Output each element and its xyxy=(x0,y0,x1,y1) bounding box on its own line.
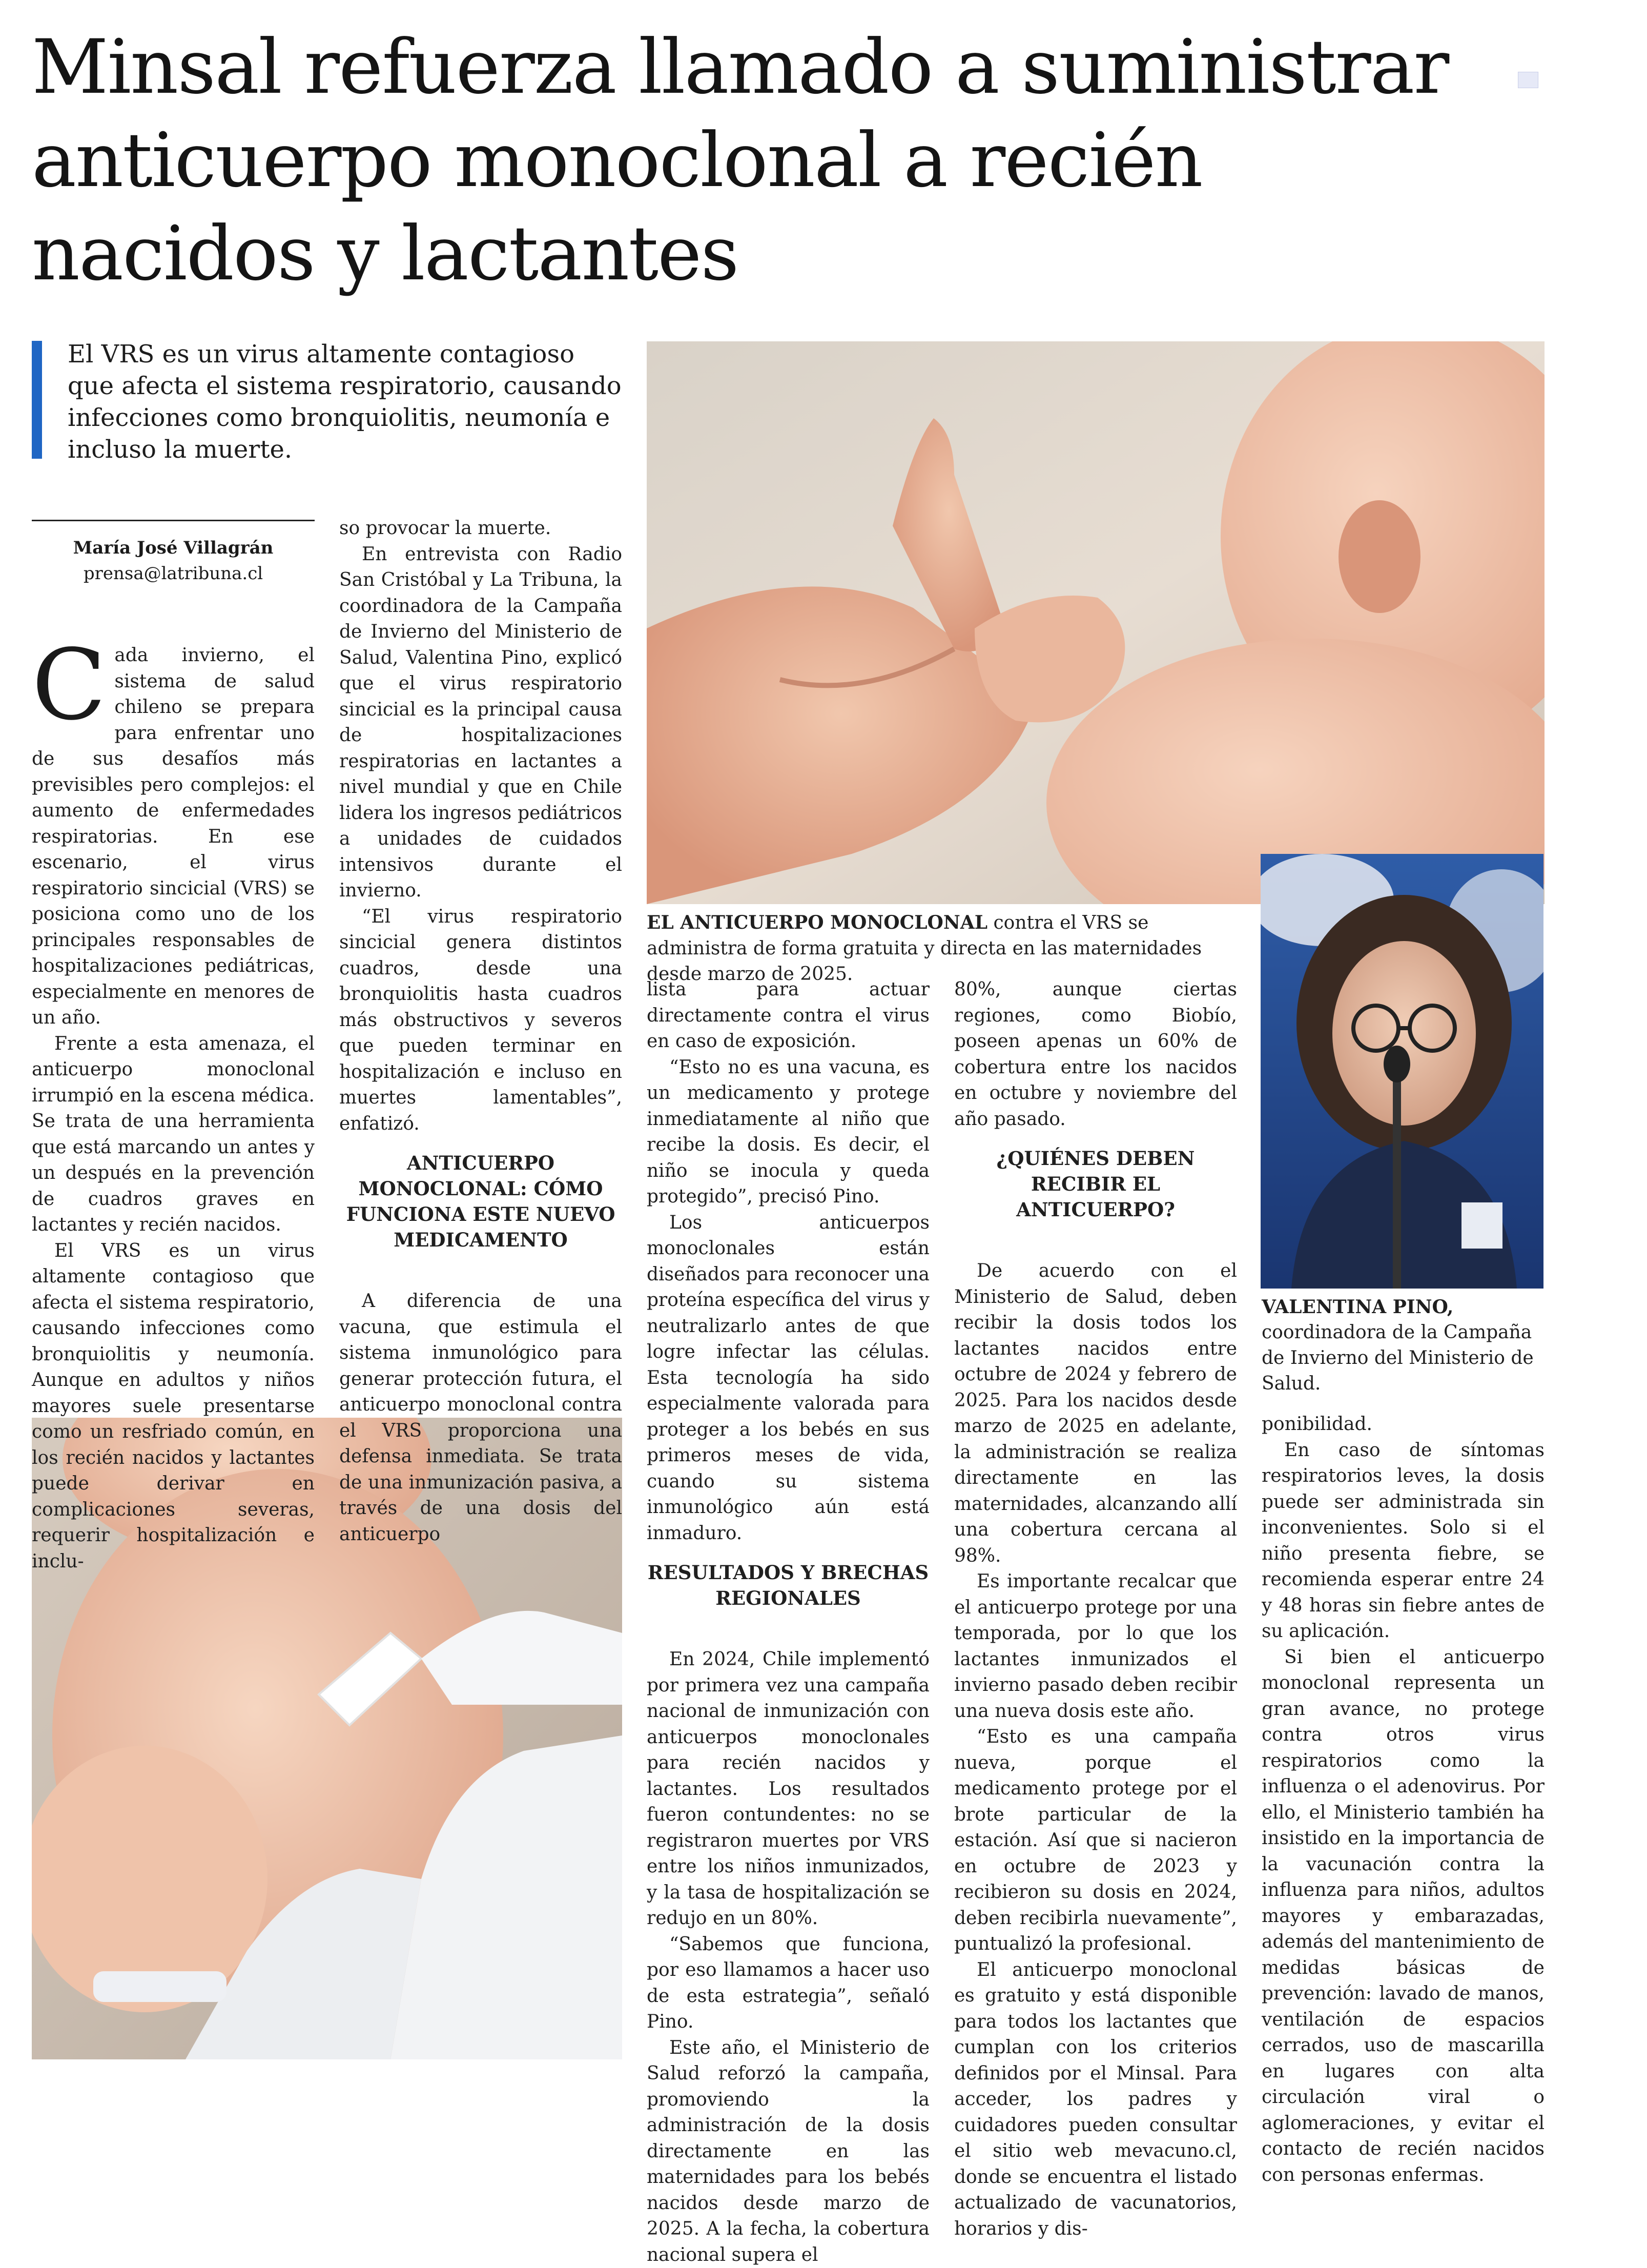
subheading: ANTICUERPO MONOCLONAL: CÓMO FUNCIONA ESTE NUEVO MEDICAMENTO xyxy=(339,1150,622,1253)
paragraph: Los anticuerpos monoclonales están diseñados para reconocer una proteína específica del virus y neutralizarlo antes de que logre infectar las células. Esta tecnología ha sido especialmente valorada para proteger a los bebés en sus primeros meses de vida, cuando su sistema inmunológico aún está inmaduro. xyxy=(647,1210,930,1547)
paragraph: “Esto es una campaña nueva, porque el medicamento protege por el brote particular de la estación. Así que si nacieron en octubre de 2023 y recibieron su dosis en 2024, deben recibirla nuevamente”, puntualizó la profesional. xyxy=(954,1724,1237,1957)
portrait-caption xyxy=(1262,1294,1545,1397)
paragraph: “Esto no es una vacuna, es un medicamento y protege inmediatamente al niño que recibe la dosis. Es decir, el niño se inocula y queda protegido”, precisó Pino. xyxy=(647,1055,930,1210)
paragraph: A diferencia de una vacuna, que estimula el sistema inmunológico para generar protección futura, el anticuerpo monoclonal contra el VRS proporciona una defensa inmediata. Se trata de una inmunización pasiva, a través de una dosis del anticuerpo xyxy=(339,1289,622,1547)
caption-text: contra el VRS se administra de forma gratuita y directa en las maternidades desde marzo de 2025. xyxy=(647,912,1202,985)
subheading: ¿QUIÉNES DEBEN RECIBIR EL ANTICUERPO? xyxy=(954,1146,1237,1222)
author-name: María José Villagrán xyxy=(32,535,315,561)
top-photo-caption xyxy=(647,910,1221,987)
headline-line: nacidos y lactantes xyxy=(32,207,1518,300)
deck-line: infecciones como bronquiolitis, neumonía e xyxy=(68,402,636,434)
paragraph: Frente a esta amenaza, el anticuerpo monoclonal irrumpió en la escena médica. Se trata de una herramienta que está marcando un antes y un después en la prevención de cuadros graves en lactantes y recién nacidos. xyxy=(32,1031,315,1238)
paragraph: 80%, aunque ciertas regiones, como Biobío, poseen apenas un 60% de cobertura entre los nacidos en octubre y noviembre del año pasado. xyxy=(954,977,1237,1132)
byline-rule xyxy=(32,520,315,521)
deck-line: que afecta el sistema respiratorio, causando xyxy=(68,370,636,402)
paragraph: El anticuerpo monoclonal es gratuito y está disponible para todos los lactantes que cumplan con los criterios definidos por el Minsal. Para acceder, los padres y cuidadores pueden consultar el sitio web mevacuno.cl, donde se encuentra el listado actualizado de vacunatorios, horarios y dis- xyxy=(954,1957,1237,2242)
paragraph: En caso de síntomas respiratorios leves, la dosis puede ser administrada sin inconvenientes. Solo si el niño presenta fiebre, se recomienda esperar entre 24 y 48 horas sin fiebre antes de su aplicación. xyxy=(1262,1438,1545,1645)
headline-line: Minsal refuerza llamado a suministrar xyxy=(32,21,1518,114)
paragraph: “Sabemos que funciona, por eso llamamos a hacer uso de esta estrategia”, señaló Pino. xyxy=(647,1932,930,2035)
paragraph: ada invierno, el sistema de salud chileno se prepara para enfrentar uno de sus desafíos más previsibles pero complejos: el aumento de enfermedades respiratorias. En ese escenario, el virus respiratorio sincicial (VRS) se posiciona como uno de los principales responsables de hospitalizaciones pediátricas, especialmente en menores de un año. xyxy=(32,643,315,1031)
dropcap: C xyxy=(32,647,106,724)
headline xyxy=(32,21,1518,300)
paragraph: En 2024, Chile implementó por primera vez una campaña nacional de inmunización con anticuerpos monoclonales para recién nacidos y lactantes. Los resultados fueron contundentes: no se registraron muertes por VRS entre los niños inmunizados, y la tasa de hospitalización se redujo en un 80%. xyxy=(647,1647,930,1932)
paragraph: so provocar la muerte. xyxy=(339,516,622,542)
paragraph: ponibilidad. xyxy=(1262,1412,1545,1438)
portrait-name: VALENTINA PINO, xyxy=(1262,1294,1545,1320)
corner-marker-icon xyxy=(1518,72,1538,88)
paragraph: Es importante recalcar que el anticuerpo protege por una temporada, por lo que los lactantes inmunizados el invierno pasado deben recibir una nueva dosis este año. xyxy=(954,1569,1237,1724)
deck-accent-bar xyxy=(32,341,42,459)
deck-line: El VRS es un virus altamente contagioso xyxy=(68,338,636,370)
paragraph: Este año, el Ministerio de Salud reforzó la campaña, promoviendo la administración de la dosis directamente en las maternidades para los bebés nacidos desde marzo de 2025. A la fecha, la cobertura nacional supera el xyxy=(647,2035,930,2268)
author-email: prensa@latribuna.cl xyxy=(32,561,315,586)
deck-line: incluso la muerte. xyxy=(68,434,636,465)
article-column-4 xyxy=(954,977,1237,2242)
paragraph: “El virus respiratorio sincicial genera distintos cuadros, desde una bronquiolitis hasta cuadros más obstructivos y severos que pueden terminar en hospitalización e incluso en muertes lamentables”, enfatizó. xyxy=(339,904,622,1137)
paragraph: De acuerdo con el Ministerio de Salud, deben recibir la dosis todos los lactantes nacidos entre octubre de 2024 y febrero de 2025. Para los nacidos desde marzo de 2025 en adelante, la administración se realiza directamente en las maternidades, alcanzando allí una cobertura cercana al 98%. xyxy=(954,1258,1237,1569)
photo-baby-hand xyxy=(647,341,1545,904)
article-column-3 xyxy=(647,977,930,2268)
article-column-5 xyxy=(1262,1412,1545,2188)
paragraph: En entrevista con Radio San Cristóbal y La Tribuna, la coordinadora de la Campaña de Invierno del Ministerio de Salud, Valentina Pino, explicó que el virus respiratorio sincicial es la principal causa de hospitalizaciones respiratorias en lactantes a nivel mundial y que en Chile lidera los ingresos pediátricos a unidades de cuidados intensivos durante el invierno. xyxy=(339,542,622,904)
paragraph: Si bien el anticuerpo monoclonal representa un gran avance, no protege contra otros virus respiratorios como la influenza o el adenovirus. Por ello, el Ministerio también ha insistido en la importancia de la vacunación contra la influenza para niños, adultos mayores y embarazadas, además del mantenimiento de medidas básicas de prevención: lavado de manos, ventilación de espacios cerrados, uso de mascarilla en lugares con alta circulación viral o aglomeraciones, y evitar el contacto de recién nacidos con personas enfermas. xyxy=(1262,1645,1545,2189)
caption-strong: EL ANTICUERPO MONOCLONAL xyxy=(647,912,987,933)
article-column-2 xyxy=(339,516,622,1547)
subheading: RESULTADOS Y BRECHAS REGIONALES xyxy=(647,1560,930,1611)
paragraph: El VRS es un virus altamente contagioso que afecta el sistema respiratorio, causando infecciones como bronquiolitis y neumonía. Aunque en adultos y niños mayores suele presentarse como un resfriado común, en los recién nacidos y lactantes puede derivar en complicaciones severas, requerir hospitalización e inclu- xyxy=(32,1238,315,1575)
deck xyxy=(68,338,636,465)
byline xyxy=(32,535,315,586)
photo-valentina-pino xyxy=(1261,854,1543,1289)
headline-line: anticuerpo monoclonal a recién xyxy=(32,114,1518,207)
paragraph: lista para actuar directamente contra el virus en caso de exposición. xyxy=(647,977,930,1055)
article-column-1 xyxy=(32,643,315,1575)
portrait-role: coordinadora de la Campaña de Invierno del Ministerio de Salud. xyxy=(1262,1320,1545,1397)
